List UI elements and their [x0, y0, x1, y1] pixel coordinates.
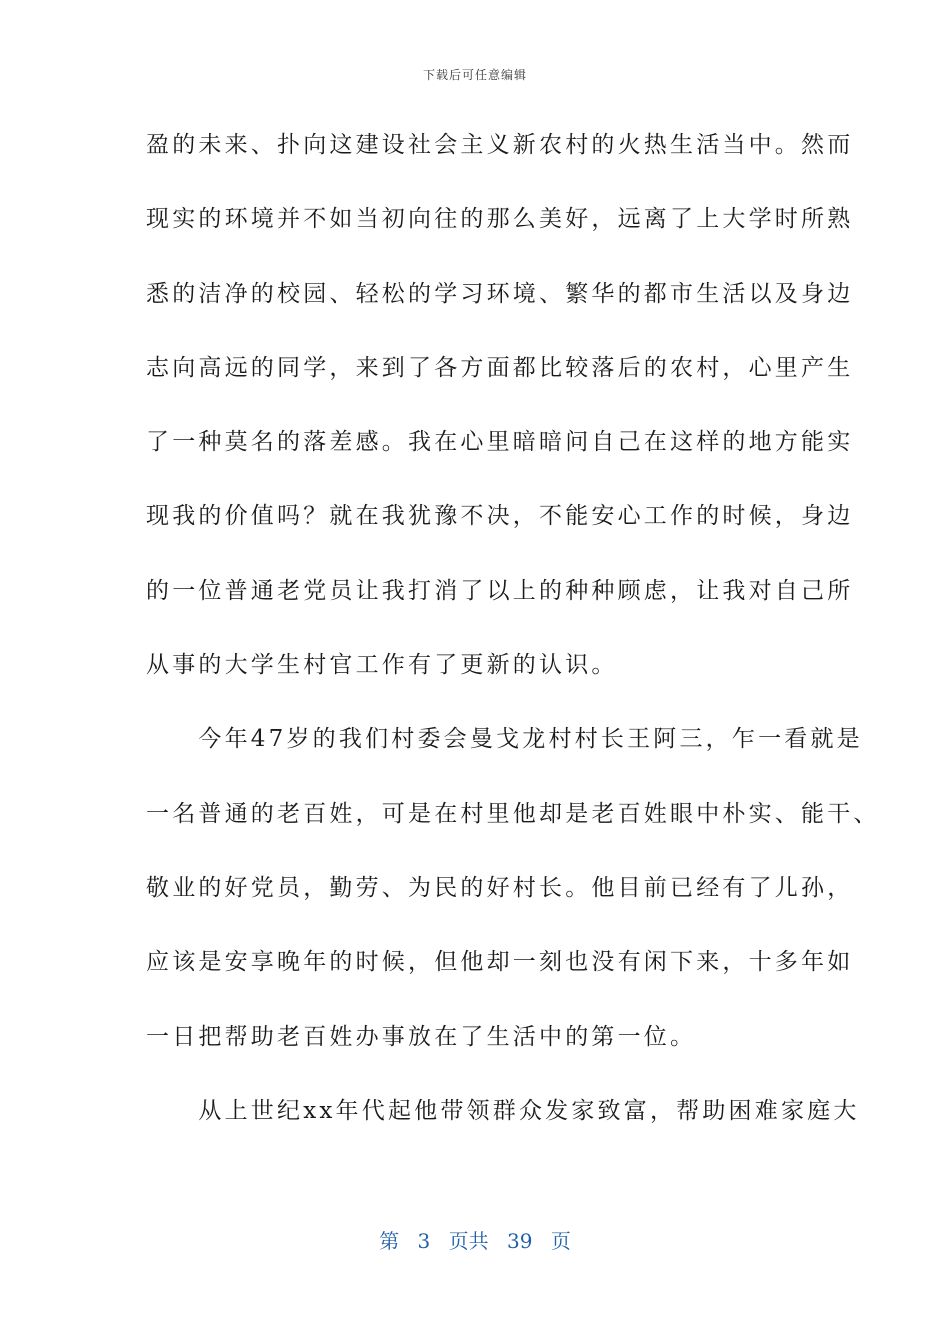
text-line: 今年47岁的我们村委会曼戈龙村村长王阿三，乍一看就是	[146, 726, 863, 753]
text-line: 从上世纪xx年代起他带领群众发家致富，帮助困难家庭大	[146, 1097, 860, 1124]
text-line: 一名普通的老百姓，可是在村里他却是老百姓眼中朴实、能干、	[146, 800, 880, 827]
document-body	[146, 122, 880, 1162]
page-suffix: 页	[550, 1229, 571, 1253]
total-pages-number: 39	[507, 1229, 533, 1253]
text-line: 敬业的好党员，勤劳、为民的好村长。他目前已经有了儿孙，	[146, 874, 854, 901]
page-mid-label: 页共	[448, 1229, 489, 1253]
text-line: 一日把帮助老百姓办事放在了生活中的第一位。	[146, 1023, 697, 1050]
text-line: 盈的未来、扑向这建设社会主义新农村的火热生活当中。然而	[146, 132, 854, 158]
text-line: 志向高远的同学，来到了各方面都比较落后的农村，心里产生	[146, 354, 854, 381]
text-line: 从事的大学生村官工作有了更新的认识。	[146, 652, 618, 679]
header-note: 下载后可任意编辑	[422, 68, 527, 82]
text-line: 的一位普通老党员让我打消了以上的种种顾虑，让我对自己所	[146, 577, 854, 604]
page-footer	[0, 1225, 950, 1254]
text-line: 应该是安享晚年的时候，但他却一刻也没有闲下来，十多年如	[146, 949, 854, 976]
text-line: 悉的洁净的校园、轻松的学习环境、繁华的都市生活以及身边	[146, 280, 854, 307]
text-line: 现实的环境并不如当初向往的那么美好，远离了上大学时所熟	[146, 206, 854, 233]
text-line: 了一种莫名的落差感。我在心里暗暗问自己在这样的地方能实	[146, 429, 854, 456]
text-line: 现我的价值吗？就在我犹豫不决，不能安心工作的时候，身边	[146, 503, 854, 530]
page-prefix: 第	[379, 1229, 400, 1253]
current-page-number: 3	[417, 1229, 431, 1253]
